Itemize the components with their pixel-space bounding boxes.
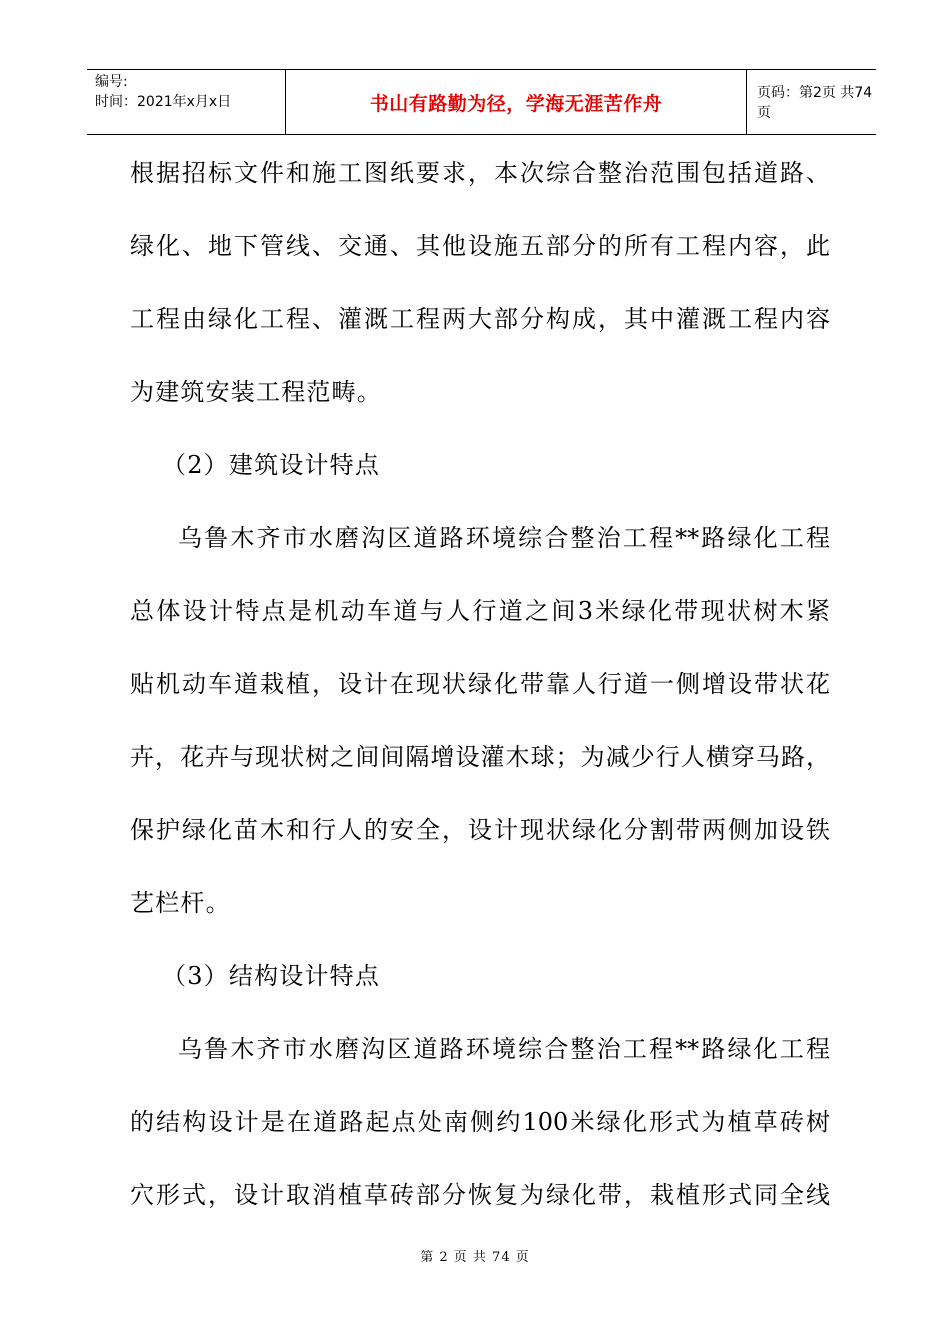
header-motto: 书山有路勤为径，学海无涯苦作舟 [369, 92, 663, 115]
body-line: 总体设计特点是机动车道与人行道之间3米绿化带现状树木紧 [130, 597, 830, 625]
body-line: 乌鲁木齐市水磨沟区道路环境综合整治工程**路绿化工程 [178, 524, 830, 552]
header-motto-cell [286, 70, 747, 134]
body-line: 工程由绿化工程、灌溉工程两大部分构成，其中灌溉工程内容 [130, 305, 830, 333]
body-line: 保护绿化苗木和行人的安全，设计现状绿化分割带两侧加设铁 [130, 816, 830, 844]
section-heading: （3）结构设计特点 [162, 962, 381, 990]
section-heading: （2）建筑设计特点 [162, 451, 381, 479]
header-meta-cell [87, 70, 286, 134]
header-page-cell [747, 70, 876, 134]
body-line: 卉，花卉与现状树之间间隔增设灌木球；为减少行人横穿马路， [130, 743, 830, 771]
header-page-info: 页码：第2页 共74页 [757, 85, 873, 121]
document-time-label: 时间：2021年x月x日 [95, 94, 232, 110]
body-line: 的结构设计是在道路起点处南侧约100米绿化形式为植草砖树 [130, 1108, 830, 1136]
document-number-label: 编号: [95, 74, 128, 90]
body-line: 为建筑安装工程范畴。 [130, 378, 382, 406]
body-line: 绿化、地下管线、交通、其他设施五部分的所有工程内容，此 [130, 232, 830, 260]
body-line: 穴形式，设计取消植草砖部分恢复为绿化带，栽植形式同全线 [130, 1181, 830, 1209]
body-line: 根据招标文件和施工图纸要求，本次综合整治范围包括道路、 [130, 159, 830, 187]
page-header [87, 69, 876, 135]
page-footer: 第 2 页 共 74 页 [420, 1250, 530, 1265]
body-line: 乌鲁木齐市水磨沟区道路环境综合整治工程**路绿化工程 [178, 1035, 830, 1063]
body-line: 贴机动车道栽植，设计在现状绿化带靠人行道一侧增设带状花 [130, 670, 830, 698]
body-line: 艺栏杆。 [130, 889, 231, 917]
